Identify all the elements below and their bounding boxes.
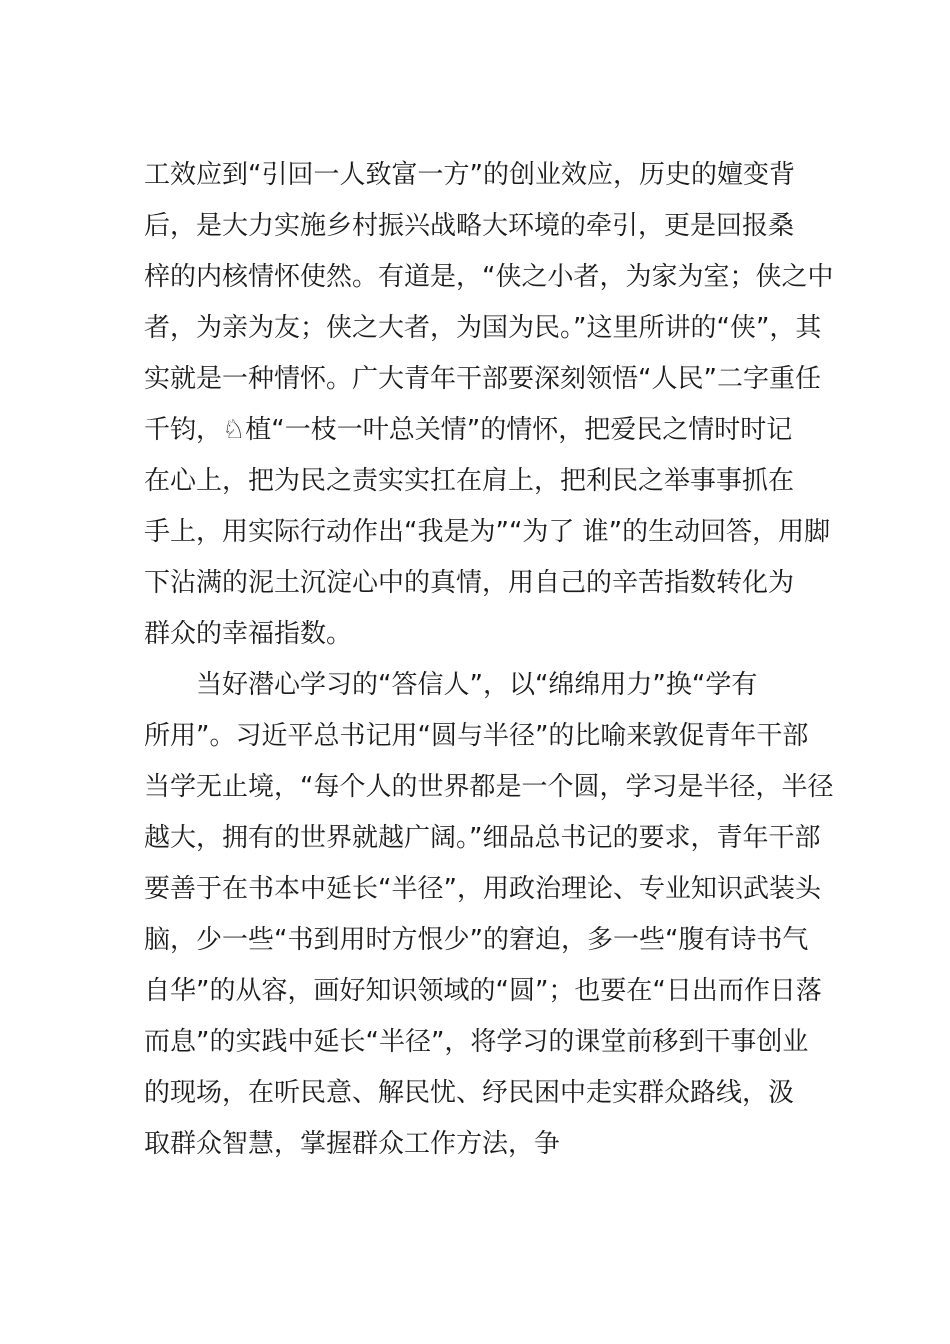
text-line: 手上，用实际行动作出“我是为”“为了 谁”的生动回答，用脚 <box>144 517 831 547</box>
text-line: 当学无止境，“每个人的世界都是一个圆，学习是半径，半径 <box>144 772 834 802</box>
text-line: 下沾满的泥土沉淀心中的真情，用自己的辛苦指数转化为 <box>144 568 795 598</box>
text-line: 工效应到“引回一人致富一方”的创业效应，历史的嬗变背 <box>144 160 795 190</box>
text-line: 群众的幸福指数。 <box>144 619 353 649</box>
text-line: 后，是大力实施乡村振兴战略大环境的牵引，更是回报桑 <box>144 211 795 241</box>
text-line: 脑，少一些“书到用时方恨少”的窘迫，多一些“腹有诗书气 <box>144 925 809 955</box>
text-line: 取群众智慧，掌握群众工作方法，争 <box>144 1129 561 1159</box>
text-line: 实就是一种情怀。广大青年干部要深刻领悟“人民”二字重任 <box>144 364 821 394</box>
body-text <box>144 150 834 1170</box>
text-line: 千钧，♘植“一枝一叶总关情”的情怀，把爱民之情时时记 <box>144 415 793 445</box>
text-line: 所用”。习近平总书记用“圆与半径”的比喻来敦促青年干部 <box>144 721 809 751</box>
text-line: 在心上，把为民之责实实扛在肩上，把利民之举事事抓在 <box>144 466 795 496</box>
text-line: 的现场，在听民意、解民忧、纾民困中走实群众路线，汲 <box>144 1078 795 1108</box>
text-line: 而息”的实践中延长“半径”，将学习的课堂前移到干事创业 <box>144 1027 809 1057</box>
text-line: 越大，拥有的世界就越广阔。”细品总书记的要求，青年干部 <box>144 823 821 853</box>
text-line: 者，为亲为友；侠之大者，为国为民。”这里所讲的“侠”，其 <box>144 313 822 343</box>
text-line: 要善于在书本中延长“半径”，用政治理论、专业知识武装头 <box>144 874 821 904</box>
text-line: 自华”的从容，画好知识领域的“圆”；也要在“日出而作日落 <box>144 976 822 1006</box>
text-line: 梓的内核情怀使然。有道是，“侠之小者，为家为室；侠之中 <box>144 262 834 292</box>
text-line: 当好潜心学习的“答信人”，以“绵绵用力”换“学有 <box>144 670 758 700</box>
